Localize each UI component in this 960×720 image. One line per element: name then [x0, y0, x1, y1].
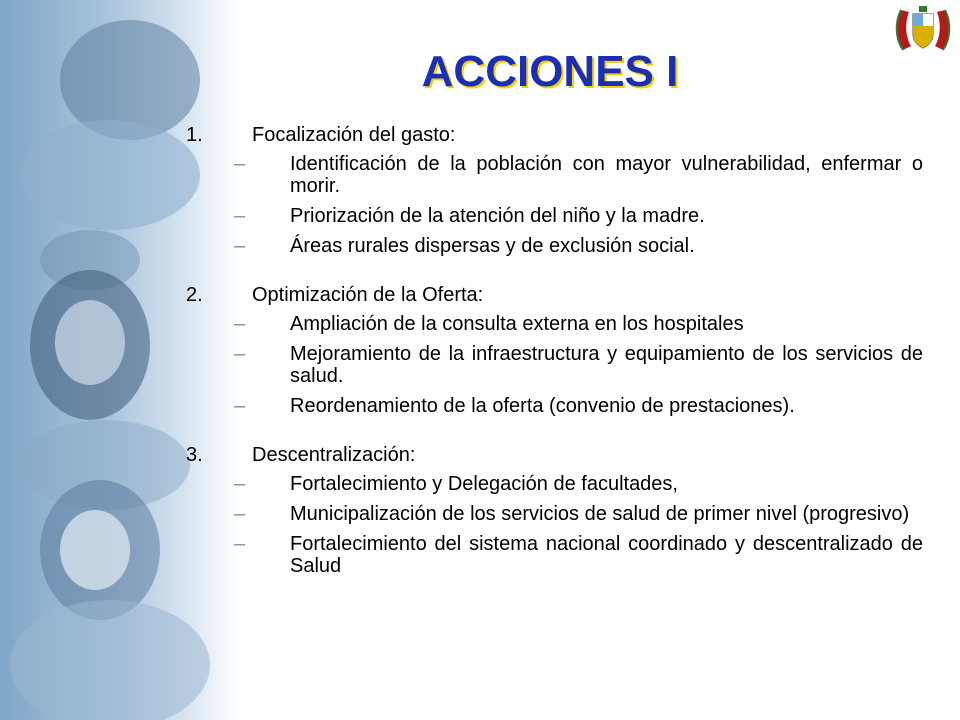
list-item: [186, 124, 923, 257]
sub-item-text: Mejoramiento de la infraestructura y equipamiento de los servicios de salud.: [290, 343, 923, 387]
item-heading: Descentralización:: [252, 444, 416, 466]
sub-item: [186, 473, 923, 495]
sub-item-text: Municipalización de los servicios de salud de primer nivel (progresivo): [290, 503, 910, 525]
dash-bullet: –: [234, 533, 246, 555]
sub-item-text: Priorización de la atención del niño y la madre.: [290, 205, 705, 227]
sub-item: [186, 503, 923, 525]
sub-item: [186, 313, 923, 335]
slide-title: ACCIONES I: [421, 47, 679, 96]
dash-bullet: –: [234, 395, 246, 417]
dash-bullet: –: [234, 313, 246, 335]
sub-item-text: Fortalecimiento y Delegación de facultades,: [290, 473, 678, 495]
list-item: [186, 444, 923, 577]
list-item: [186, 284, 923, 417]
sub-item-text: Fortalecimiento del sistema nacional coordinado y descentralizado de Salud: [290, 533, 923, 577]
item-number: 2.: [186, 284, 203, 306]
sub-item: [186, 395, 923, 417]
dash-bullet: –: [234, 343, 246, 365]
photo-shape: [10, 600, 210, 720]
item-heading: Optimización de la Oferta:: [252, 284, 484, 306]
dash-bullet: –: [234, 473, 246, 495]
item-number: 1.: [186, 124, 203, 146]
item-heading: Focalización del gasto:: [252, 124, 456, 146]
action-list: [186, 124, 923, 604]
sub-item-text: Áreas rurales dispersas y de exclusión social.: [290, 235, 695, 257]
dash-bullet: –: [234, 503, 246, 525]
sub-item: [186, 205, 923, 227]
dash-bullet: –: [234, 153, 246, 175]
peru-coat-of-arms-icon: [893, 4, 953, 56]
sub-item-text: Ampliación de la consulta externa en los hospitales: [290, 313, 744, 335]
sub-item: [186, 235, 923, 257]
sub-item-text: Identificación de la población con mayor vulnerabilidad, enfermar o morir.: [290, 153, 923, 197]
photo-shape: [60, 510, 130, 590]
dash-bullet: –: [234, 235, 246, 257]
sub-item: [186, 343, 923, 387]
sub-item: [186, 533, 923, 577]
item-number: 3.: [186, 444, 203, 466]
photo-shape: [20, 120, 200, 230]
sub-item: [186, 153, 923, 197]
sub-item-text: Reordenamiento de la oferta (convenio de prestaciones).: [290, 395, 795, 417]
photo-shape: [55, 300, 125, 385]
dash-bullet: –: [234, 205, 246, 227]
